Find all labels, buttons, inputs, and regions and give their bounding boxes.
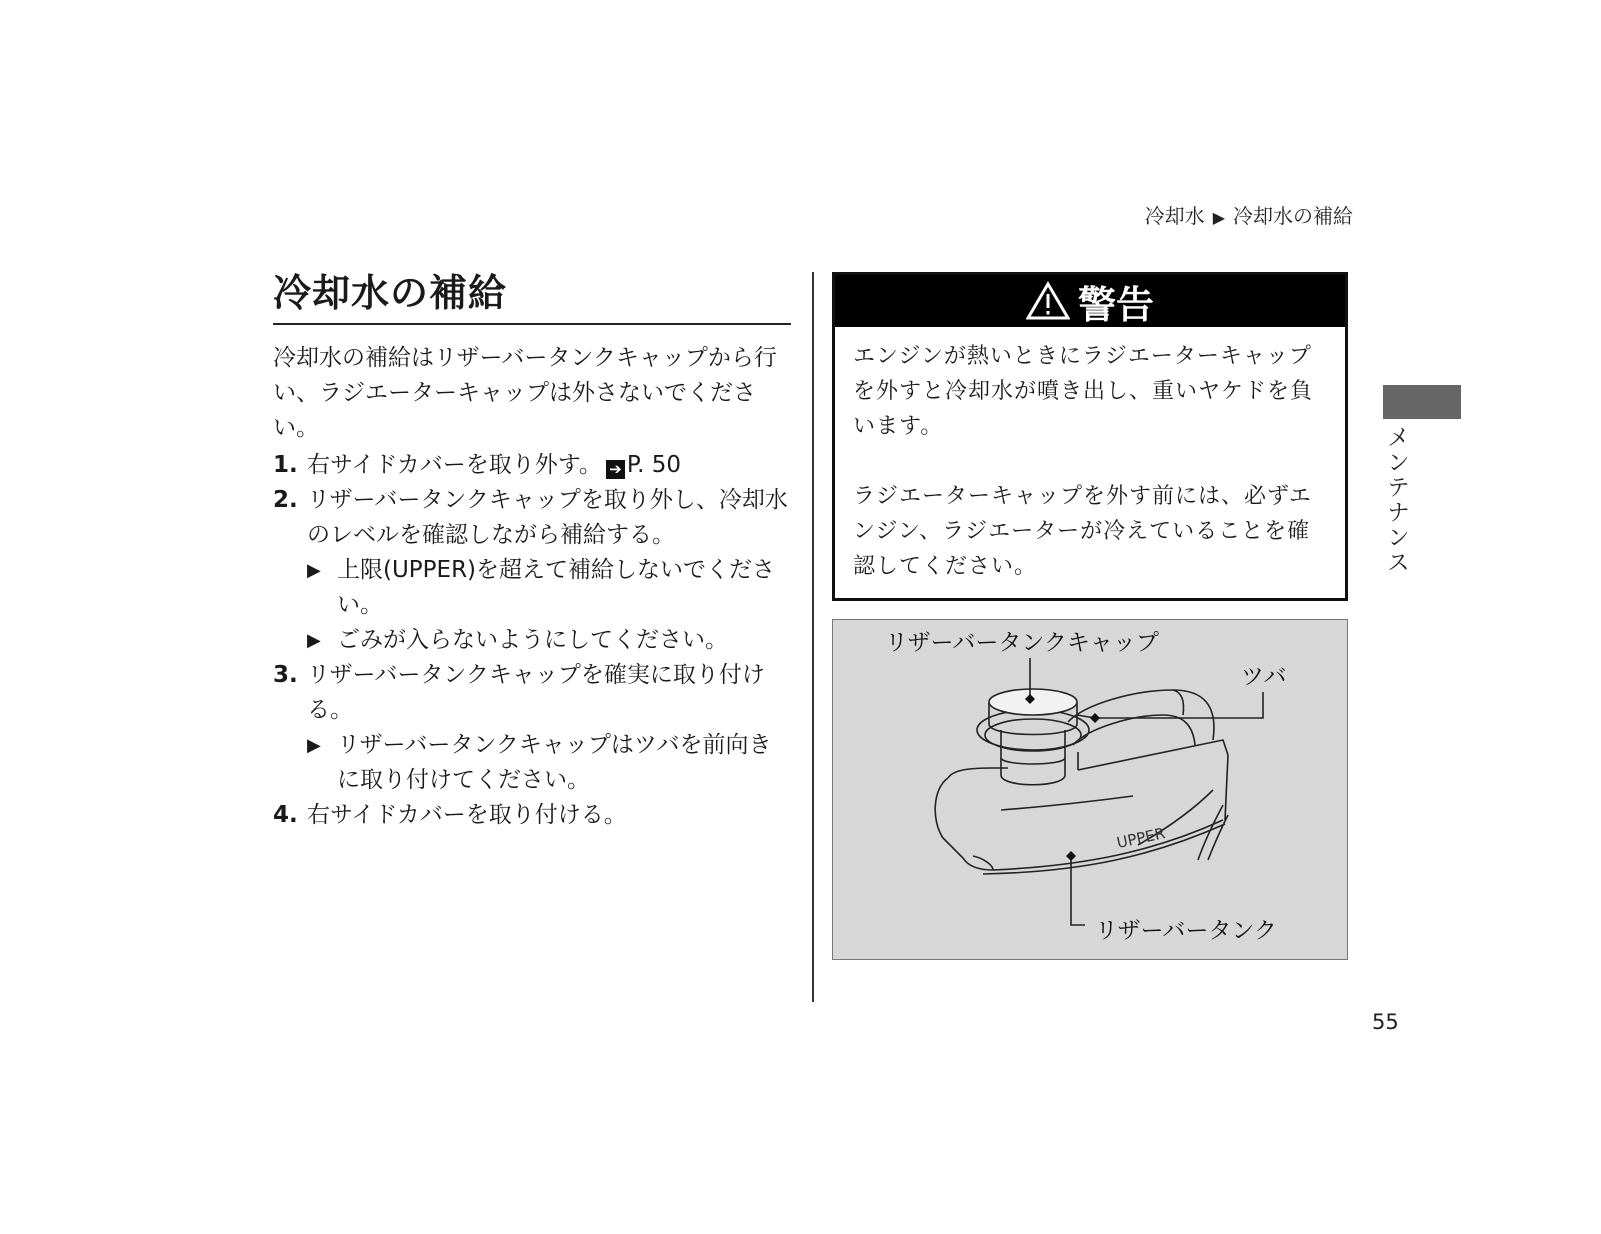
step-text: リザーバータンクキャップを確実に取り付ける。 bbox=[307, 662, 765, 723]
step-number: 1. bbox=[273, 452, 298, 478]
step-note bbox=[307, 728, 791, 798]
step-number: 4. bbox=[273, 802, 298, 828]
reservoir-illustration bbox=[832, 619, 1348, 960]
note-text: リザーバータンクキャップはツバを前向きに取り付けてください。 bbox=[337, 732, 772, 793]
intro-text: 冷却水の補給はリザーバータンクキャップから行い、ラジエーターキャップは外さないでください。 bbox=[273, 345, 777, 441]
step-text: 右サイドカバーを取り外す。 bbox=[307, 452, 602, 478]
step-note bbox=[307, 553, 791, 623]
section-tab bbox=[1383, 385, 1461, 419]
label-reservoir-tank: リザーバータンク bbox=[1095, 918, 1277, 944]
main-column bbox=[273, 262, 791, 833]
page-title: 冷却水の補給 bbox=[273, 262, 791, 325]
breadcrumb bbox=[1145, 200, 1353, 229]
triangle-bullet-icon: ▶ bbox=[307, 630, 321, 651]
section-tab-label: メンテナンス bbox=[1383, 425, 1409, 575]
step-item bbox=[273, 448, 791, 483]
page-reference-icon: ➔ bbox=[606, 460, 625, 479]
warning-box bbox=[832, 272, 1348, 601]
note-text: ごみが入らないようにしてください。 bbox=[337, 627, 728, 653]
triangle-bullet-icon: ▶ bbox=[307, 735, 321, 756]
warning-paragraph: エンジンが熱いときにラジエーターキャップを外すと冷却水が噴き出し、重いヤケドを負います。 bbox=[853, 344, 1314, 439]
breadcrumb-page: 冷却水の補給 bbox=[1233, 204, 1353, 228]
warning-header bbox=[835, 275, 1345, 327]
page-reference-link[interactable]: P. 50 bbox=[626, 452, 682, 478]
column-divider bbox=[812, 272, 814, 1002]
step-item bbox=[273, 798, 791, 833]
upper-level-marking: UPPER bbox=[1115, 824, 1167, 852]
warning-triangle-icon bbox=[1026, 281, 1070, 321]
step-text: 右サイドカバーを取り付ける。 bbox=[307, 802, 627, 828]
label-flange: ツバ bbox=[1241, 664, 1287, 690]
step-item bbox=[273, 483, 791, 658]
step-list bbox=[273, 448, 791, 833]
triangle-bullet-icon: ▶ bbox=[307, 560, 321, 581]
warning-body bbox=[835, 327, 1345, 598]
label-reservoir-cap: リザーバータンクキャップ bbox=[885, 630, 1159, 656]
step-number: 2. bbox=[273, 487, 298, 513]
step-text: リザーバータンクキャップを取り外し、冷却水のレベルを確認しながら補給する。 bbox=[307, 487, 788, 548]
breadcrumb-separator: ▶ bbox=[1212, 208, 1225, 227]
note-text: 上限(UPPER)を超えて補給しないでください。 bbox=[337, 557, 776, 618]
step-item bbox=[273, 658, 791, 798]
step-note bbox=[307, 623, 791, 658]
page-number: 55 bbox=[1372, 1010, 1399, 1034]
step-number: 3. bbox=[273, 662, 298, 688]
warning-paragraph: ラジエーターキャップを外す前には、必ずエンジン、ラジエーターが冷えていることを確認してください。 bbox=[853, 484, 1312, 579]
warning-title: 警告 bbox=[1077, 282, 1154, 327]
breadcrumb-section: 冷却水 bbox=[1144, 204, 1205, 228]
